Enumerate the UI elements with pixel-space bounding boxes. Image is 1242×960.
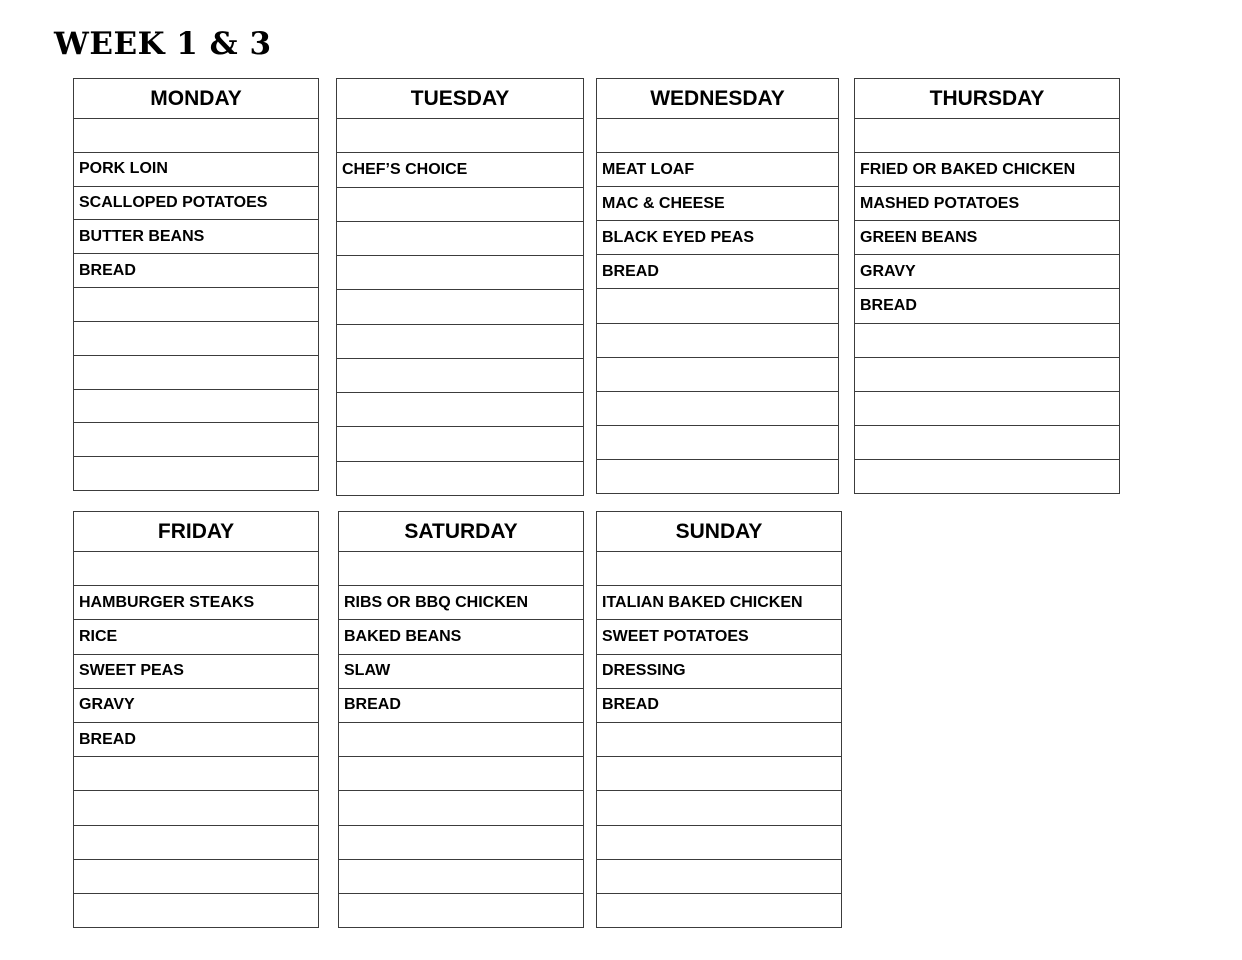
- menu-row: [597, 459, 838, 493]
- menu-row: [337, 426, 583, 460]
- menu-row: HAMBURGER STEAKS: [74, 585, 318, 619]
- menu-row: SWEET PEAS: [74, 654, 318, 688]
- menu-row: [74, 456, 318, 490]
- menu-row: BAKED BEANS: [339, 619, 583, 653]
- menu-row: [74, 825, 318, 859]
- menu-row: BREAD: [855, 288, 1119, 322]
- menu-row: [74, 355, 318, 389]
- menu-row: [339, 756, 583, 790]
- day-table-saturday: [338, 511, 584, 928]
- menu-row: [855, 323, 1119, 357]
- menu-row: [855, 459, 1119, 493]
- menu-row: [337, 119, 583, 152]
- menu-row: [337, 255, 583, 289]
- menu-row: [74, 552, 318, 585]
- menu-row: DRESSING: [597, 654, 841, 688]
- menu-row: [597, 722, 841, 756]
- menu-row: [337, 221, 583, 255]
- menu-row: [74, 893, 318, 927]
- menu-row: [339, 722, 583, 756]
- menu-row: ITALIAN BAKED CHICKEN: [597, 585, 841, 619]
- menu-row: RIBS OR BBQ CHICKEN: [339, 585, 583, 619]
- menu-row: [339, 859, 583, 893]
- day-header-saturday: SATURDAY: [339, 512, 583, 552]
- menu-row: BREAD: [74, 253, 318, 287]
- menu-row: BLACK EYED PEAS: [597, 220, 838, 254]
- day-header-sunday: SUNDAY: [597, 512, 841, 552]
- menu-row: BREAD: [339, 688, 583, 722]
- menu-row: [74, 389, 318, 423]
- day-header-monday: MONDAY: [74, 79, 318, 119]
- page-title: WEEK 1 & 3: [54, 26, 272, 62]
- menu-row: MAC & CHEESE: [597, 186, 838, 220]
- menu-row: [337, 289, 583, 323]
- menu-row: [74, 756, 318, 790]
- menu-row: [855, 391, 1119, 425]
- menu-row: [855, 357, 1119, 391]
- menu-row: [855, 119, 1119, 152]
- menu-row: BUTTER BEANS: [74, 219, 318, 253]
- day-header-wednesday: WEDNESDAY: [597, 79, 838, 119]
- day-table-monday: [73, 78, 319, 491]
- menu-row: MEAT LOAF: [597, 152, 838, 186]
- day-table-wednesday: [596, 78, 839, 494]
- menu-row: [597, 893, 841, 927]
- menu-row: [339, 790, 583, 824]
- menu-row: [74, 422, 318, 456]
- menu-row: BREAD: [597, 688, 841, 722]
- day-header-tuesday: TUESDAY: [337, 79, 583, 119]
- menu-row: RICE: [74, 619, 318, 653]
- menu-row: [74, 119, 318, 152]
- day-header-thursday: THURSDAY: [855, 79, 1119, 119]
- menu-row: [597, 859, 841, 893]
- menu-row: [339, 825, 583, 859]
- menu-row: [74, 287, 318, 321]
- day-header-friday: FRIDAY: [74, 512, 318, 552]
- menu-row: [597, 119, 838, 152]
- menu-row: [597, 756, 841, 790]
- menu-row: [337, 358, 583, 392]
- menu-row: [597, 391, 838, 425]
- menu-row: [337, 461, 583, 495]
- menu-row: GRAVY: [855, 254, 1119, 288]
- day-table-tuesday: [336, 78, 584, 496]
- menu-row: [337, 392, 583, 426]
- menu-row: [337, 187, 583, 221]
- menu-row: [597, 288, 838, 322]
- menu-row: SWEET POTATOES: [597, 619, 841, 653]
- menu-row: PORK LOIN: [74, 152, 318, 186]
- menu-row: GREEN BEANS: [855, 220, 1119, 254]
- menu-row: [855, 425, 1119, 459]
- day-table-thursday: [854, 78, 1120, 494]
- menu-row: [597, 552, 841, 585]
- menu-row: GRAVY: [74, 688, 318, 722]
- day-table-sunday: [596, 511, 842, 928]
- menu-row: [597, 425, 838, 459]
- menu-row: BREAD: [74, 722, 318, 756]
- menu-row: [597, 790, 841, 824]
- menu-row: MASHED POTATOES: [855, 186, 1119, 220]
- menu-row: [339, 893, 583, 927]
- menu-row: [337, 324, 583, 358]
- menu-row: [74, 321, 318, 355]
- menu-row: [74, 790, 318, 824]
- menu-row: SCALLOPED POTATOES: [74, 186, 318, 220]
- menu-row: [74, 859, 318, 893]
- menu-row: [597, 357, 838, 391]
- menu-row: [597, 323, 838, 357]
- menu-row: [339, 552, 583, 585]
- menu-row: FRIED OR BAKED CHICKEN: [855, 152, 1119, 186]
- menu-row: CHEF’S CHOICE: [337, 152, 583, 186]
- menu-row: [597, 825, 841, 859]
- day-table-friday: [73, 511, 319, 928]
- menu-row: SLAW: [339, 654, 583, 688]
- menu-row: BREAD: [597, 254, 838, 288]
